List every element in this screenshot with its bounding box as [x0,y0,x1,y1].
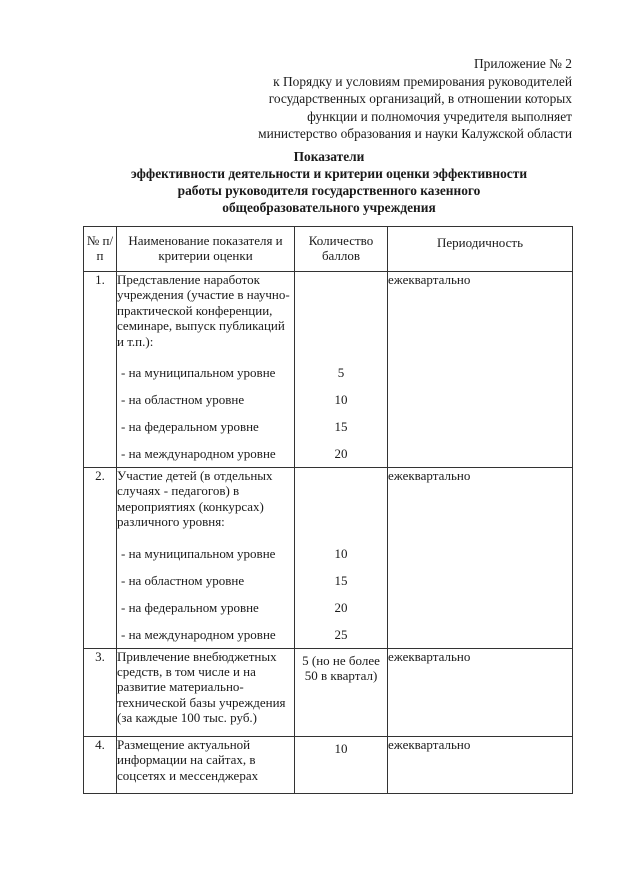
level-name: - на федеральном уровне [117,594,295,621]
level-name: - на муниципальном уровне [117,540,295,567]
level-score: 10 [295,540,388,567]
table-row [84,648,573,736]
header-name: Наименование показателя и критерии оценки [117,227,295,272]
title-line: Показатели [293,149,365,164]
indicator-period: ежеквартально [388,736,573,793]
indicator-score: 5 (но не более 50 в квартал) [295,648,388,736]
indicator-score [295,272,388,360]
header-period: Периодичность [388,227,573,272]
level-name: - на областном уровне [117,386,295,413]
indicator-name: Участие детей (в отдельных случаях - педагогов) в мероприятиях (конкурсах) различного уровня: [117,468,295,540]
appendix-line: государственных организаций, в отношении которых [268,91,572,107]
appendix-line: к Порядку и условиям премирования руководителей [273,73,572,89]
level-name: - на муниципальном уровне [117,359,295,386]
header-num: № п/п [84,227,117,272]
indicator-name: Размещение актуальной информации на сайтах, в соцсетях и мессенджерах [117,736,295,793]
indicators-table [83,226,573,794]
level-score: 5 [295,359,388,386]
indicator-score: 10 [295,736,388,793]
table-header-row [84,227,573,272]
indicator-name: Привлечение внебюджетных средств, в том числе и на развитие материально-технической базы учреждения (за каждые 100 тыс. руб.) [117,648,295,736]
row-number: 2. [84,468,117,649]
title-line: общеобразовательного учреждения [222,200,436,215]
level-score: 15 [295,413,388,440]
level-name: - на международном уровне [117,621,295,649]
header-score: Количество баллов [295,227,388,272]
title-line: эффективности деятельности и критерии оценки эффективности [130,166,528,181]
level-name: - на федеральном уровне [117,413,295,440]
row-number: 4. [84,736,117,793]
appendix-line: функции и полномочия учредителя выполняет [307,108,572,124]
level-score: 15 [295,567,388,594]
level-score: 10 [295,386,388,413]
row-number: 3. [84,648,117,736]
appendix-line: министерство образования и науки Калужской области [258,126,572,142]
level-name: - на областном уровне [117,567,295,594]
indicator-score [295,468,388,540]
level-score: 20 [295,594,388,621]
table-row [84,736,573,793]
indicator-period: ежеквартально [388,648,573,736]
table-row [84,272,573,360]
table-row [84,468,573,540]
appendix-note [212,55,572,143]
row-number: 1. [84,272,117,468]
level-score: 25 [295,621,388,649]
title-line: работы руководителя государственного казенного [177,183,481,198]
document-title [90,148,568,216]
appendix-number: Приложение № 2 [473,56,572,71]
level-name: - на международном уровне [117,440,295,468]
indicator-name: Представление наработок учреждения (участие в научно-практической конференции, семинаре, выпуск публикаций и т.п.): [117,272,295,360]
level-score: 20 [295,440,388,468]
indicator-period: ежеквартально [388,272,573,468]
indicator-period: ежеквартально [388,468,573,649]
